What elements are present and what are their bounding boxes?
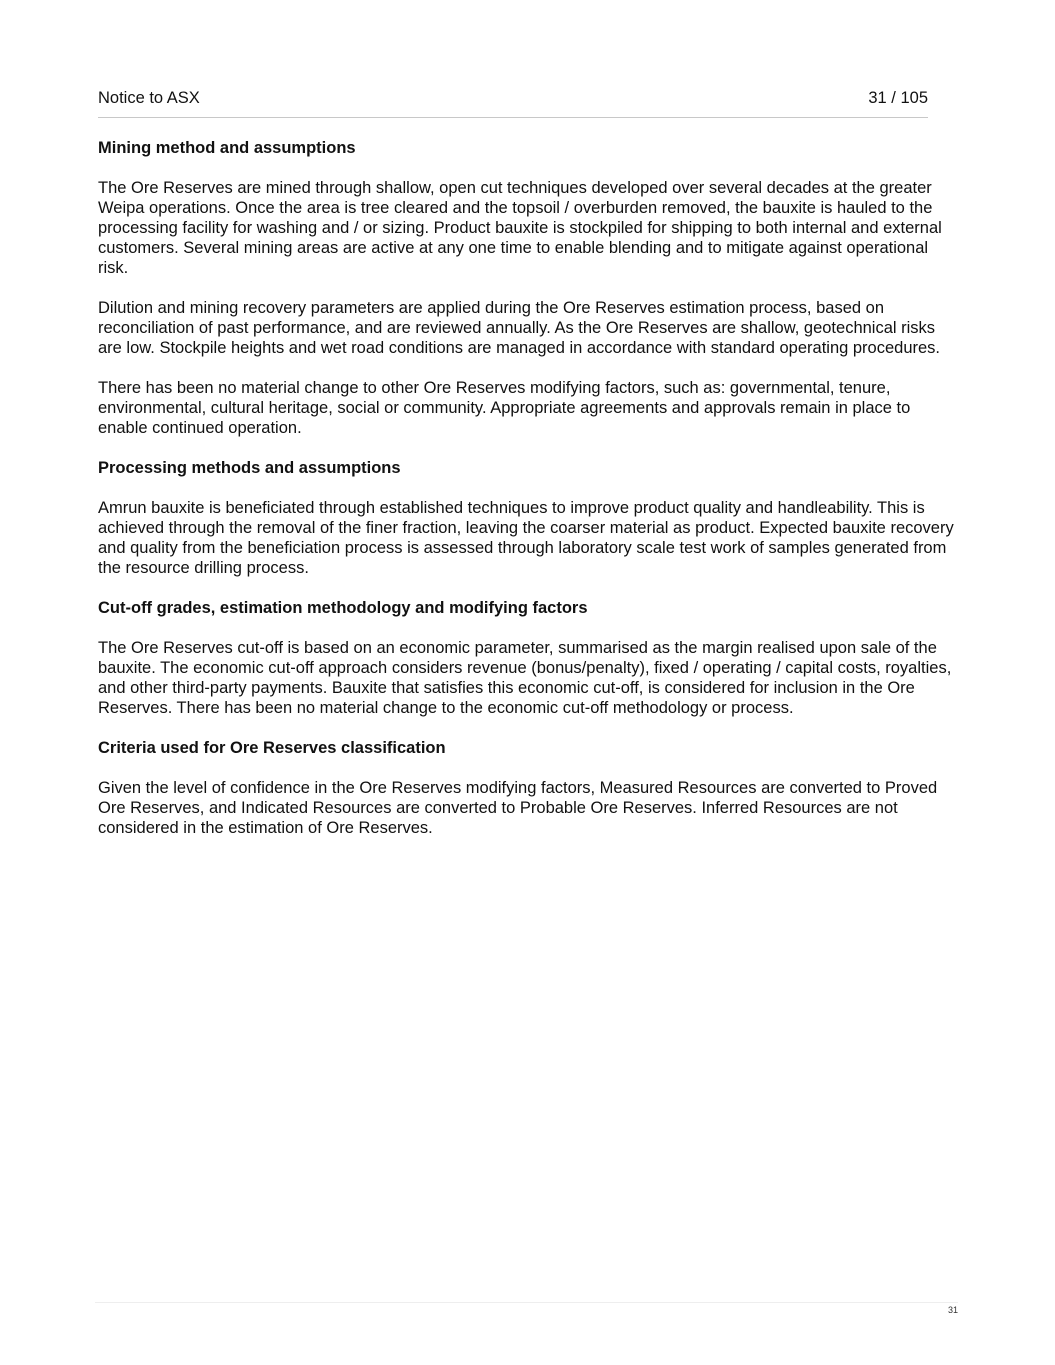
document-title: Notice to ASX [98, 89, 200, 107]
section-heading-mining: Mining method and assumptions [98, 139, 356, 157]
cutoff-paragraph-1: The Ore Reserves cut-off is based on an economic parameter, summarised as the margin realised upon sale of the bauxite. The economic cut-off approach considers revenue (bonus/penalty), fixed / operating / capital costs, royalties, and other third-party payments. Bauxite that satisfies this economic cut-off, is considered for inclusion in the Ore Reserves. There has been no material change to the economic cut-off methodology or process. [98, 639, 952, 717]
section-heading-cutoff: Cut-off grades, estimation methodology and modifying factors [98, 599, 588, 617]
mining-paragraph-1: The Ore Reserves are mined through shallow, open cut techniques developed over several decades at the greater Weipa operations. Once the area is tree cleared and the topsoil / overburden removed, the bauxite is hauled to the processing facility for washing and / or sizing. Product bauxite is stockpiled for shipping to both internal and external customers. Several mining areas are active at any one time to enable blending and to mitigate against operational risk. [98, 179, 942, 277]
classification-paragraph-1: Given the level of confidence in the Ore Reserves modifying factors, Measured Resources are converted to Proved Ore Reserves, and Indicated Resources are converted to Probable Ore Reserves. Inferred Resources are not considered in the estimation of Ore Reserves. [98, 779, 938, 837]
section-heading-classification: Criteria used for Ore Reserves classification [98, 739, 446, 757]
footer-divider [95, 1302, 958, 1303]
document-body [98, 138, 958, 858]
footer-page-number: 31 [947, 1305, 958, 1315]
mining-paragraph-2: Dilution and mining recovery parameters are applied during the Ore Reserves estimation process, based on reconciliation of past performance, and are reviewed annually. As the Ore Reserves are shallow, geotechnical risks are low. Stockpile heights and wet road conditions are managed in accordance with standard operating procedures. [98, 299, 941, 357]
processing-paragraph-1: Amrun bauxite is beneficiated through established techniques to improve product quality and handleability. This is achieved through the removal of the finer fraction, leaving the coarser material as product. Expected bauxite recovery and quality from the beneficiation process is assessed through laboratory scale test work of samples generated from the resource drilling process. [98, 499, 954, 577]
page-header [98, 88, 928, 118]
section-heading-processing: Processing methods and assumptions [98, 459, 401, 477]
mining-paragraph-3: There has been no material change to other Ore Reserves modifying factors, such as: governmental, tenure, environmental, cultural heritage, social or community. Appropriate agreements and approvals remain in place to enable continued operation. [98, 379, 911, 437]
page-indicator: 31 / 105 [868, 89, 928, 107]
